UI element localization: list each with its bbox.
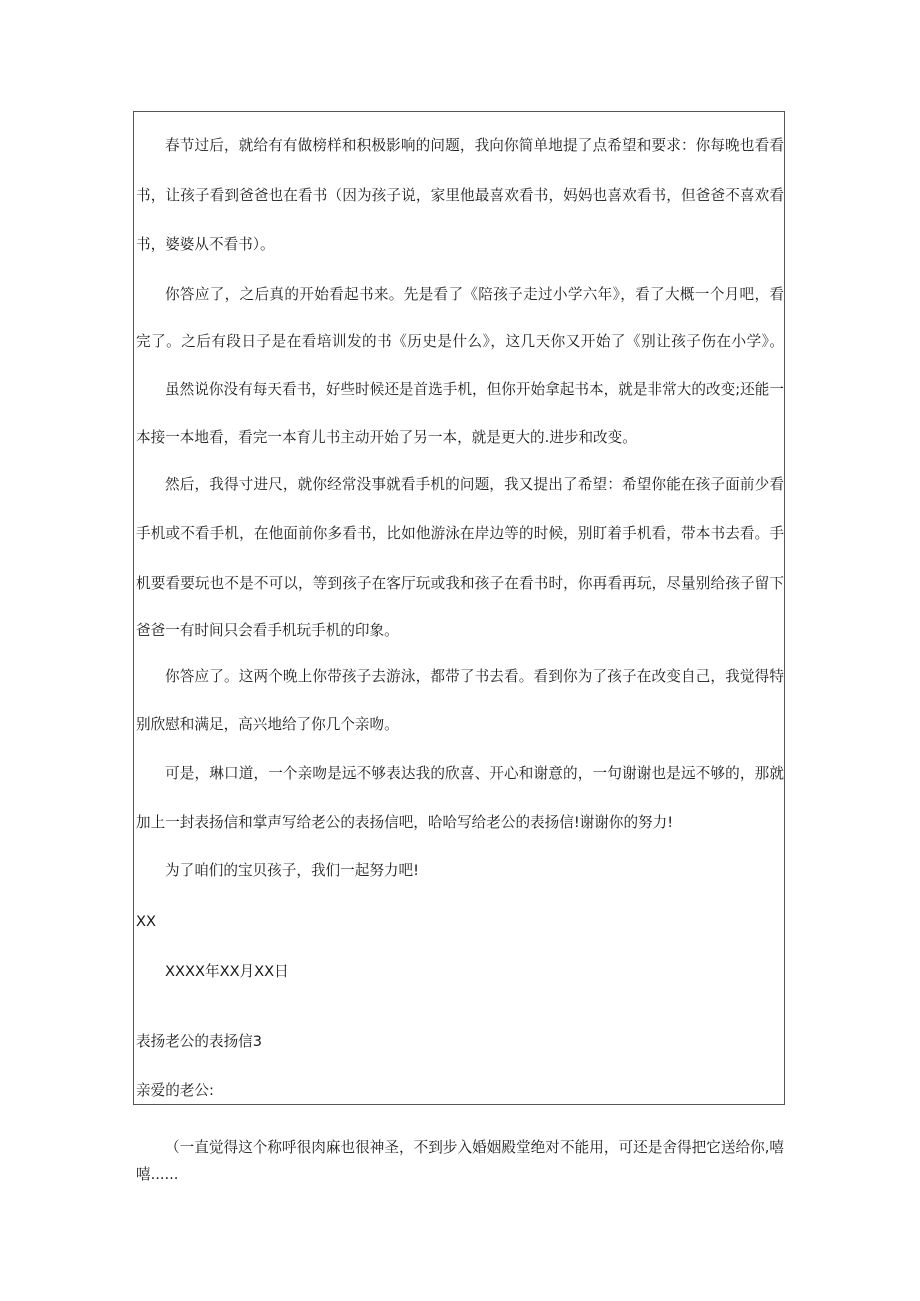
paragraph-1-line-3: 书，婆婆从不看书）。	[136, 236, 275, 253]
signature: XX	[136, 913, 156, 930]
next-letter-greeting: 亲爱的老公:	[136, 1082, 214, 1099]
paragraph-5-line-2: 别欣慰和满足，高兴地给了你几个亲吻。	[136, 716, 399, 733]
paragraph-6-line-2: 加上一封表扬信和掌声写给老公的表扬信吧，哈哈写给老公的表扬信!谢谢你的努力!	[136, 814, 674, 831]
paragraph-1-line-1: 春节过后，就给有有做榜样和积极影响的问题，我向你简单地提了点希望和要求：你每晚也看看	[165, 137, 784, 154]
paragraph-3-line-2: 本接一本地看，看完一本育儿书主动开始了另一本，就是更大的.进步和改变。	[136, 429, 637, 446]
closing-paragraph: 为了咱们的宝贝孩子，我们一起努力吧!	[165, 862, 419, 879]
paragraph-2-line-1: 你答应了，之后真的开始看起书来。先是看了《陪孩子走过小学六年》，看了大概一个月吧，看	[165, 286, 784, 303]
paragraph-5-line-1: 你答应了。这两个晚上你带孩子去游泳，都带了书去看。看到你为了孩子在改变自己，我觉得特	[165, 668, 784, 685]
page-frame	[133, 111, 785, 1105]
paragraph-4-line-2: 手机或不看手机，在他面前你多看书，比如他游泳在岸边等的时候，别盯着手机看，带本书去看。手	[136, 525, 784, 542]
letter-date: XXXX年XX月XX日	[165, 963, 289, 980]
paragraph-4-line-1: 然后，我得寸进尺，就你经常没事就看手机的问题，我又提出了希望：希望你能在孩子面前少看	[165, 476, 784, 493]
paragraph-2-line-2: 完了。之后有段日子是在看培训发的书《历史是什么》，这几天你又开始了《别让孩子伤在小学》。	[136, 333, 784, 350]
paragraph-3-line-1: 虽然说你没有每天看书，好些时候还是首选手机，但你开始拿起书本，就是非常大的改变;还能一	[165, 381, 784, 398]
next-letter-title: 表扬老公的表扬信3	[136, 1033, 263, 1050]
paragraph-6-line-1: 可是，琳口道，一个亲吻是远不够表达我的欣喜、开心和谢意的，一句谢谢也是远不够的，那就	[165, 765, 784, 782]
paragraph-1-line-2: 书，让孩子看到爸爸也在看书（因为孩子说，家里他最喜欢看书，妈妈也喜欢看书，但爸爸不喜欢看	[136, 187, 784, 204]
next-letter-intro-line-2: 嘻......	[136, 1166, 179, 1183]
paragraph-4-line-4: 爸爸一有时间只会看手机玩手机的印象。	[136, 622, 399, 639]
next-letter-intro-line-1: （一直觉得这个称呼很肉麻也很神圣，不到步入婚姻殿堂绝对不能用，可还是舍得把它送给你,嘻	[165, 1139, 784, 1156]
paragraph-4-line-3: 机要看要玩也不是不可以，等到孩子在客厅玩或我和孩子在看书时，你再看再玩，尽量别给孩子留下	[136, 575, 784, 592]
